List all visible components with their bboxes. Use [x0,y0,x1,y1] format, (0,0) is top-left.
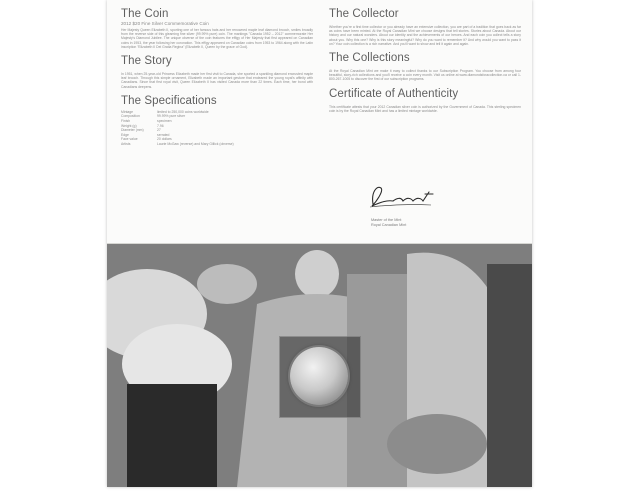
coin-image [290,347,348,405]
collections-body: At the Royal Canadian Mint we make it easy to collect thanks to our Subscription Program. You choose from among four beautiful, story-rich collections and you'll receive a coin every month. Visit us online at www.diamondsforacollection.ca or call 1-800-267-1005 to discover the first of our subscription programs. [329,69,521,82]
signer-org: Royal Canadian Mint [371,223,407,227]
spec-value: serrated [157,132,170,137]
spec-key: Edge [121,132,129,137]
right-column [329,8,521,227]
story-body: In 1951, when 25-year-old Princess Elizabeth made her first visit to Canada, she sported a sparkling diamond encrusted maple leaf brooch. Through this simple ornament, Elizabeth made an important gesture that endeared the young royal's affinity with Canadians. Since that first royal visit, Queen Elizabeth II has visited Canada more than 22 times. Each time, her bond with Canadians deepens. [121,72,313,89]
spec-value: 99.99% pure silver [157,114,186,119]
spec-value: 20 dollars [157,137,172,142]
spec-value: 7.96 [157,123,164,128]
coin-subheading: 2012 $20 Fine Silver Commemorative Coin [121,21,209,26]
coin-holder [279,336,361,418]
coin-body: Her Majesty Queen Elizabeth II, sporting one of her famous hats and her renowned maple leaf diamond brooch, smiles broadly from the reverse side of this gleaming fine silver (99.99% pure) coin. The markings "Canada 1952 – 2012" commemorate Her Majesty's Diamond Jubilee. The unique obverse of the coin features the effigy of Her Majesty that first appeared on Canadian coins in 1953, the year following her coronation. This effigy appeared on Canadian coins from 1953 to 1964 along with the Latin inscription "Elizabeth II Dei Gratia Regina" (Elizabeth II, Queen by the grace of God). [121,28,313,49]
specs-table [121,110,234,147]
signer-block [371,218,406,228]
collector-body: Whether you're a first time collector or you already have an extensive collection, you are part of a tradition that goes back as far as coins have been minted. At the Royal Canadian Mint we choose designs that tell stories. Stories about Canada. About our history and our natural wonders. About our identity and the achievements of our heroes. And each coin you collect tells a story about you. Why this one? Why is this story meaningful? Why do you want to remember it? And why would you want to pass it on? Your coin collection is a rich narrative. And you'll want to show and tell it again and again. [329,25,521,46]
spec-row [121,142,234,147]
signature-image [367,182,437,210]
spec-key: Finish [121,119,131,124]
coin-heading: The Coin [121,8,169,20]
spec-value: limited to 250,000 coins worldwide [157,109,209,114]
spec-key: Diameter (mm) [121,128,144,133]
spec-key: Composition [121,114,140,119]
queen-photo [107,244,532,487]
text-panel [107,0,532,244]
left-column [121,8,313,147]
spec-key: Weight (g) [121,123,137,128]
spec-value: Laurie McGaw (reverse) and Mary Gillick (obverse) [157,141,234,146]
certificate-folder [107,0,532,487]
collector-heading: The Collector [329,8,399,20]
certificate-heading: Certificate of Authenticity [329,87,459,100]
specs-heading: The Specifications [121,94,217,107]
spec-value: specimen [157,119,172,124]
signer-title: Master of the Mint [371,218,402,222]
collections-heading: The Collections [329,52,410,65]
spec-key: Face value [121,137,138,142]
spec-key: Mintage [121,109,134,114]
spec-key: Artists [121,141,131,146]
spec-value: 27 [157,128,161,133]
certificate-body: This certificate attests that your 2012 Canadian silver coin is authorized by the Government of Canada. This sterling specimen coin is by the Royal Canadian Mint and has a limited mintage worldwide. [329,104,521,113]
story-heading: The Story [121,55,172,68]
